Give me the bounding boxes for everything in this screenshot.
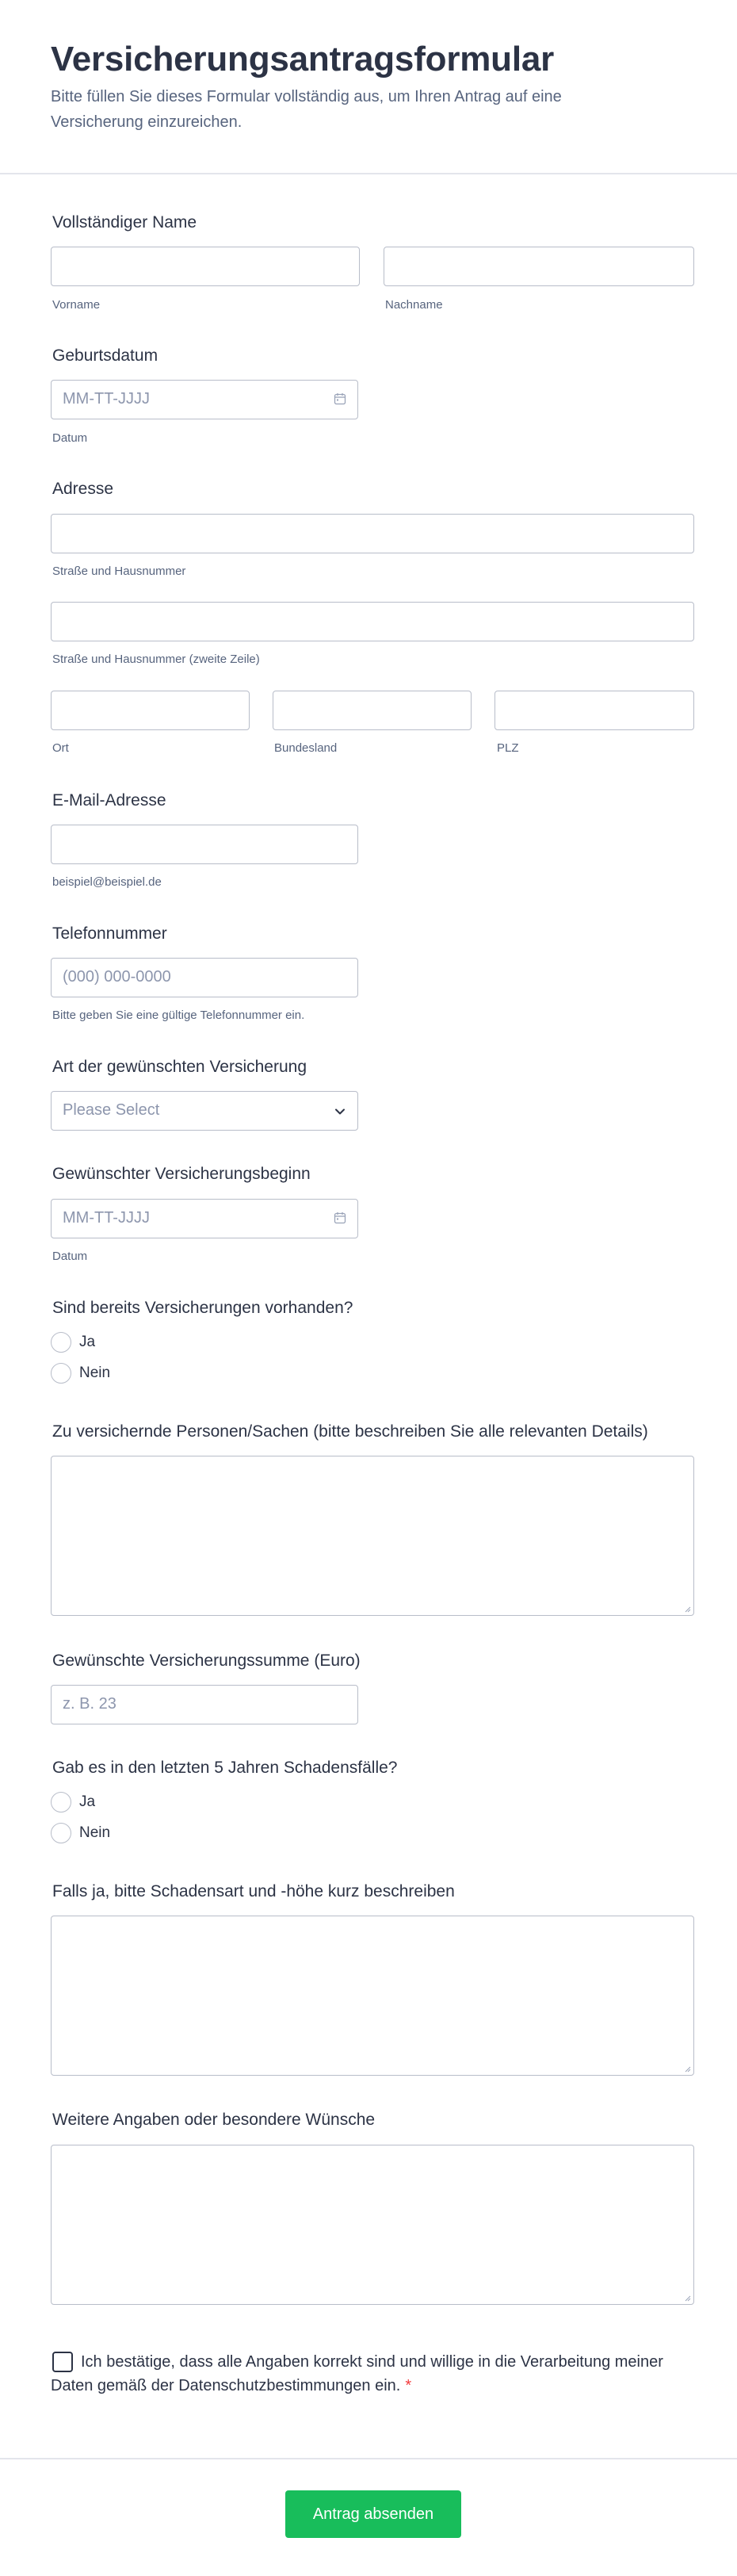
zip-sublabel: PLZ (497, 741, 519, 755)
start-date-label: Gewünschter Versicherungsbeginn (52, 1165, 311, 1183)
last-name-sublabel: Nachname (385, 298, 443, 312)
resize-grip-icon[interactable] (683, 1605, 691, 1613)
radio-button[interactable] (51, 1363, 71, 1384)
email-sublabel: beispiel@beispiel.de (52, 875, 162, 889)
option-label: Nein (79, 1365, 111, 1381)
insurance-type-value: Please Select (63, 1101, 160, 1119)
sum-input[interactable] (51, 1685, 358, 1724)
option-label: Ja (79, 1334, 96, 1350)
claims-details-textarea[interactable] (51, 1916, 694, 2076)
start-date-sublabel: Datum (52, 1250, 88, 1263)
calendar-icon[interactable] (334, 1211, 346, 1224)
street-sublabel: Straße und Hausnummer (52, 565, 186, 578)
city-sublabel: Ort (52, 741, 69, 755)
first-name-sublabel: Vorname (52, 298, 101, 312)
street2-sublabel: Straße und Hausnummer (zweite Zeile) (52, 653, 260, 666)
claims-details-label: Falls ja, bitte Schadensart und -höhe kurz beschreiben (52, 1882, 455, 1900)
insured-items-textarea[interactable] (51, 1456, 694, 1616)
radio-button[interactable] (51, 1332, 71, 1353)
option-label: Nein (79, 1824, 111, 1841)
sum-placeholder: z. B. 23 (63, 1695, 116, 1713)
street-input[interactable] (51, 514, 694, 553)
notes-textarea[interactable] (51, 2145, 694, 2305)
claims-label: Gab es in den letzten 5 Jahren Schadensfälle? (52, 1759, 398, 1777)
city-input[interactable] (51, 691, 250, 730)
street2-input[interactable] (51, 602, 694, 641)
first-name-input[interactable] (51, 247, 360, 286)
radio-button[interactable] (51, 1823, 71, 1843)
form-header (0, 0, 737, 174)
existing-label: Sind bereits Versicherungen vorhanden? (52, 1299, 353, 1317)
phone-placeholder: (000) 000-0000 (63, 968, 171, 986)
option-label: Ja (79, 1793, 96, 1810)
consent-text (51, 2350, 677, 2398)
address-label: Adresse (52, 480, 114, 498)
consent-label: Ich bestätige, dass alle Angaben korrekt sind und willige in die Verarbeitung meiner Daten gemäß der Datenschutzbestimmungen ein. (51, 2353, 663, 2394)
phone-sublabel: Bitte geben Sie eine gültige Telefonnummer ein. (52, 1009, 305, 1022)
start-date-input[interactable] (51, 1199, 358, 1238)
state-sublabel: Bundesland (274, 741, 338, 755)
sum-label: Gewünschte Versicherungssumme (Euro) (52, 1652, 361, 1670)
calendar-icon[interactable] (334, 392, 346, 405)
radio-button[interactable] (51, 1792, 71, 1812)
name-label: Vollständiger Name (52, 213, 197, 232)
insurance-type-label: Art der gewünschten Versicherung (52, 1058, 307, 1076)
page-subtitle: Bitte füllen Sie dieses Formular vollständig aus, um Ihren Antrag auf eine Versicherung einzureichen. (51, 88, 562, 131)
start-date-placeholder: MM-TT-JJJJ (63, 1209, 150, 1227)
phone-input[interactable] (51, 958, 358, 997)
email-label: E-Mail-Adresse (52, 791, 166, 810)
email-input[interactable] (51, 825, 358, 864)
insured-items-label: Zu versichernde Personen/Sachen (bitte beschreiben Sie alle relevanten Details) (52, 1422, 648, 1441)
birthdate-sublabel: Datum (52, 431, 88, 445)
submit-button[interactable]: Antrag absenden (285, 2490, 461, 2538)
chevron-down-icon (334, 1105, 346, 1118)
resize-grip-icon[interactable] (683, 2065, 691, 2073)
birthdate-input[interactable] (51, 380, 358, 419)
resize-grip-icon[interactable] (683, 2294, 691, 2302)
state-input[interactable] (273, 691, 472, 730)
page-title: Versicherungsantragsformular (51, 40, 555, 78)
notes-label: Weitere Angaben oder besondere Wünsche (52, 2111, 376, 2129)
last-name-input[interactable] (384, 247, 694, 286)
insurance-type-select[interactable] (51, 1091, 358, 1131)
phone-label: Telefonnummer (52, 924, 167, 943)
footer-divider (0, 2458, 737, 2459)
zip-input[interactable] (495, 691, 694, 730)
birthdate-label: Geburtsdatum (52, 346, 158, 365)
required-mark: * (405, 2377, 412, 2394)
birthdate-placeholder: MM-TT-JJJJ (63, 390, 150, 408)
